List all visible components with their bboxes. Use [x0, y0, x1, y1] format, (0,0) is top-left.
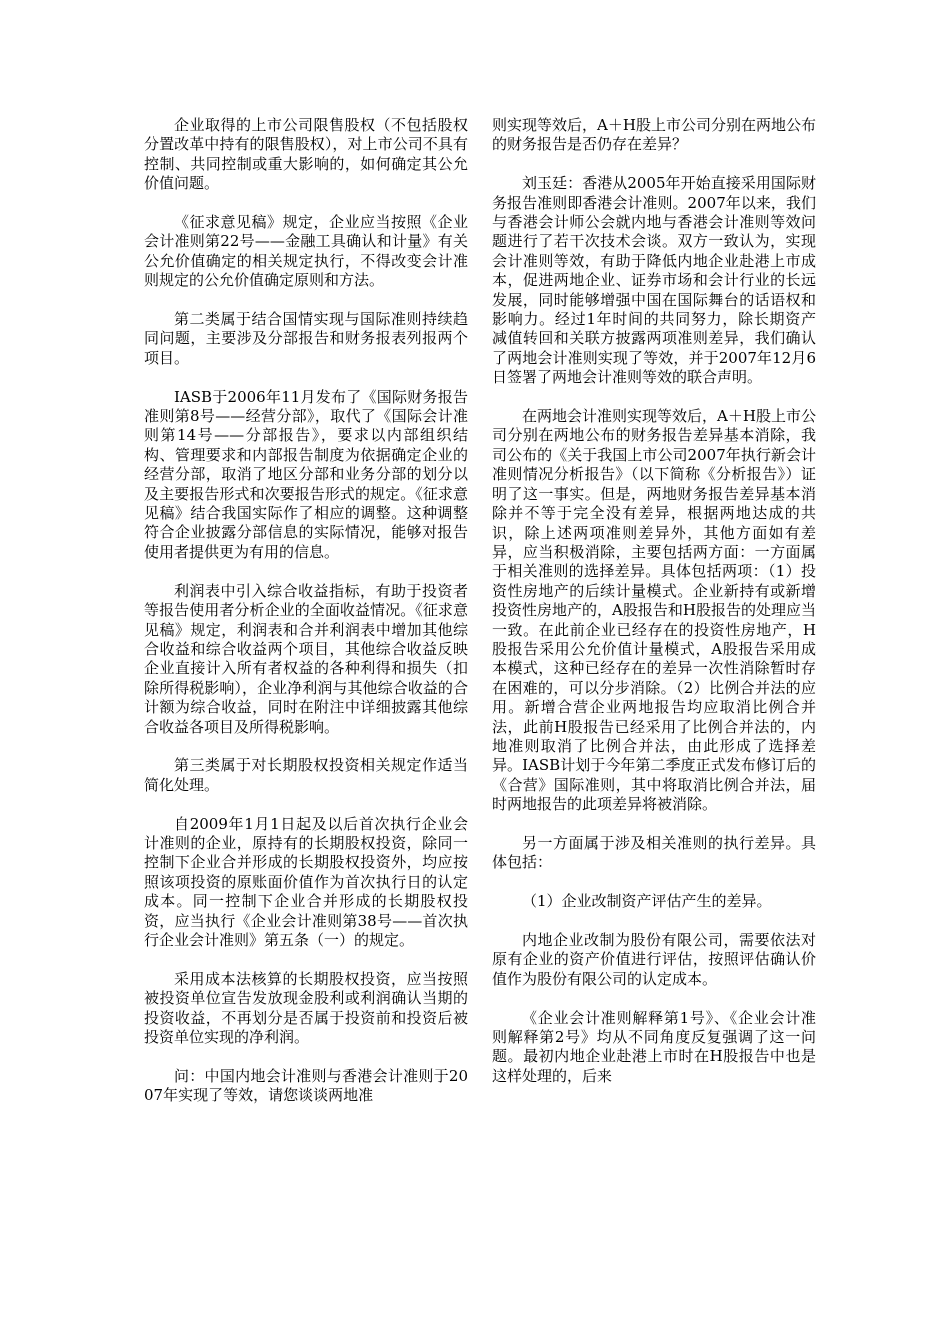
- paragraph: 企业取得的上市公司限售股权（不包括股权分置改革中持有的限售股权），对上市公司不具有控制、共同控制或重大影响的，如何确定其公允价值问题。: [144, 116, 468, 193]
- paragraph-continuation: 则实现等效后，A＋H股上市公司分别在两地公布的财务报告是否仍存在差异？: [492, 116, 816, 154]
- paragraph: 问：中国内地会计准则与香港会计准则于2007年实现了等效，请您谈谈两地准: [144, 1066, 468, 1105]
- paragraph: （1）企业改制资产评估产生的差异。: [522, 892, 772, 911]
- paragraph: 《征求意见稿》规定，企业应当按照《企业会计准则第22号——金融工具确认和计量》有关公允价值确定的相关规定执行，不得改变会计准则规定的公允价值确定原则和方法。: [144, 213, 468, 290]
- paragraph: 另一方面属于涉及相关准则的执行差异。具体包括：: [492, 833, 816, 872]
- paragraph: 《企业会计准则解释第1号》、《企业会计准则解释第2号》均从不同角度反复强调了这一问题。最初内地企业赴港上市时在H股报告中也是这样处理的，后来: [492, 1008, 816, 1085]
- paragraph: 第二类属于结合国情实现与国际准则持续趋同问题，主要涉及分部报告和财务报表列报两个项目。: [144, 310, 468, 367]
- paragraph: 刘玉廷：香港从2005年开始直接采用国际财务报告准则即香港会计准则。2007年以来，我们与香港会计师公会就内地与香港会计准则等效问题进行了若干次技术会谈。双方一致认为，实现会计准则等效，有助于降低内地企业赴港上市成本，促进两地企业、证券市场和会计行业的长远发展，同时能够增强中国在国际舞台的话语权和影响力。经过1年时间的共同努力，除长期资产减值转回和关联方披露两项准则差异，我们确认了两地会计准则实现了等效，并于2007年12月6日签署了两地会计准则等效的联合声明。: [492, 174, 816, 387]
- paragraph: IASB于2006年11月发布了《国际财务报告准则第8号——经营分部》，取代了《国际会计准则第14号——分部报告》，要求以内部组织结构、管理要求和内部报告制度为依据确定企业的经营分部，取消了地区分部和业务分部的划分以及主要报告形式和次要报告形式的规定。《征求意见稿》结合我国实际作了相应的调整。这种调整符合企业披露分部信息的实际情况，能够对报告使用者提供更为有用的信息。: [144, 387, 468, 561]
- right-column: [492, 116, 816, 1106]
- left-column: [144, 116, 468, 1125]
- paragraph: 自2009年1月1日起及以后首次执行企业会计准则的企业，原持有的长期股权投资，除同一控制下企业合并形成的长期股权投资外，均应按照该项投资的原账面价值作为首次执行日的认定成本。同一控制下企业合并形成的长期股权投资，应当执行《企业会计准则第38号——首次执行企业会计准则》第五条（一）的规定。: [144, 814, 468, 949]
- paragraph: 内地企业改制为股份有限公司，需要依法对原有企业的资产价值进行评估，按照评估确认价值作为股份有限公司的认定成本。: [492, 930, 816, 988]
- paragraph: 利润表中引入综合收益指标，有助于投资者等报告使用者分析企业的全面收益情况。《征求意见稿》规定，利润表和合并利润表中增加其他综合收益和综合收益两个项目，其他综合收益反映企业直接计入所有者权益的各种利得和损失（扣除所得税影响），企业净利润与其他综合收益的合计额为综合收益，同时在附注中详细披露其他综合收益各项目及所得税影响。: [144, 581, 468, 736]
- paragraph: 第三类属于对长期股权投资相关规定作适当简化处理。: [144, 756, 468, 794]
- paragraph: 采用成本法核算的长期股权投资，应当按照被投资单位宣告发放现金股利或利润确认当期的投资收益，不再划分是否属于投资前和投资后被投资单位实现的净利润。: [144, 969, 468, 1046]
- paragraph: 在两地会计准则实现等效后，A＋H股上市公司分别在两地公布的财务报告差异基本消除，我司公布的《关于我国上市公司2007年执行新会计准则情况分析报告》（以下简称《分析报告》）证明了这一事实。但是，两地财务报告差异基本消除并不等于完全没有差异，根据两地达成的共识，除上述两项准则差异外，其他方面如有差异，应当积极消除，主要包括两方面：一方面属于相关准则的选择差异。具体包括两项：（1）投资性房地产的后续计量模式。企业新持有或新增投资性房地产的，A股报告和H股报告的处理应当一致。在此前企业已经存在的投资性房地产，H股报告采用公允价值计量模式，A股报告采用成本模式，这种已经存在的差异一次性消除暂时存在困难的，可以分步消除。（2）比例合并法的应用。新增合营企业两地报告均应取消比例合并法，此前H股报告已经采用了比例合并法的，内地准则取消了比例合并法，由此形成了选择差异。IASB计划于今年第二季度正式发布修订后的《合营》国际准则，其中将取消比例合并法，届时两地报告的此项差异将被消除。: [492, 407, 816, 814]
